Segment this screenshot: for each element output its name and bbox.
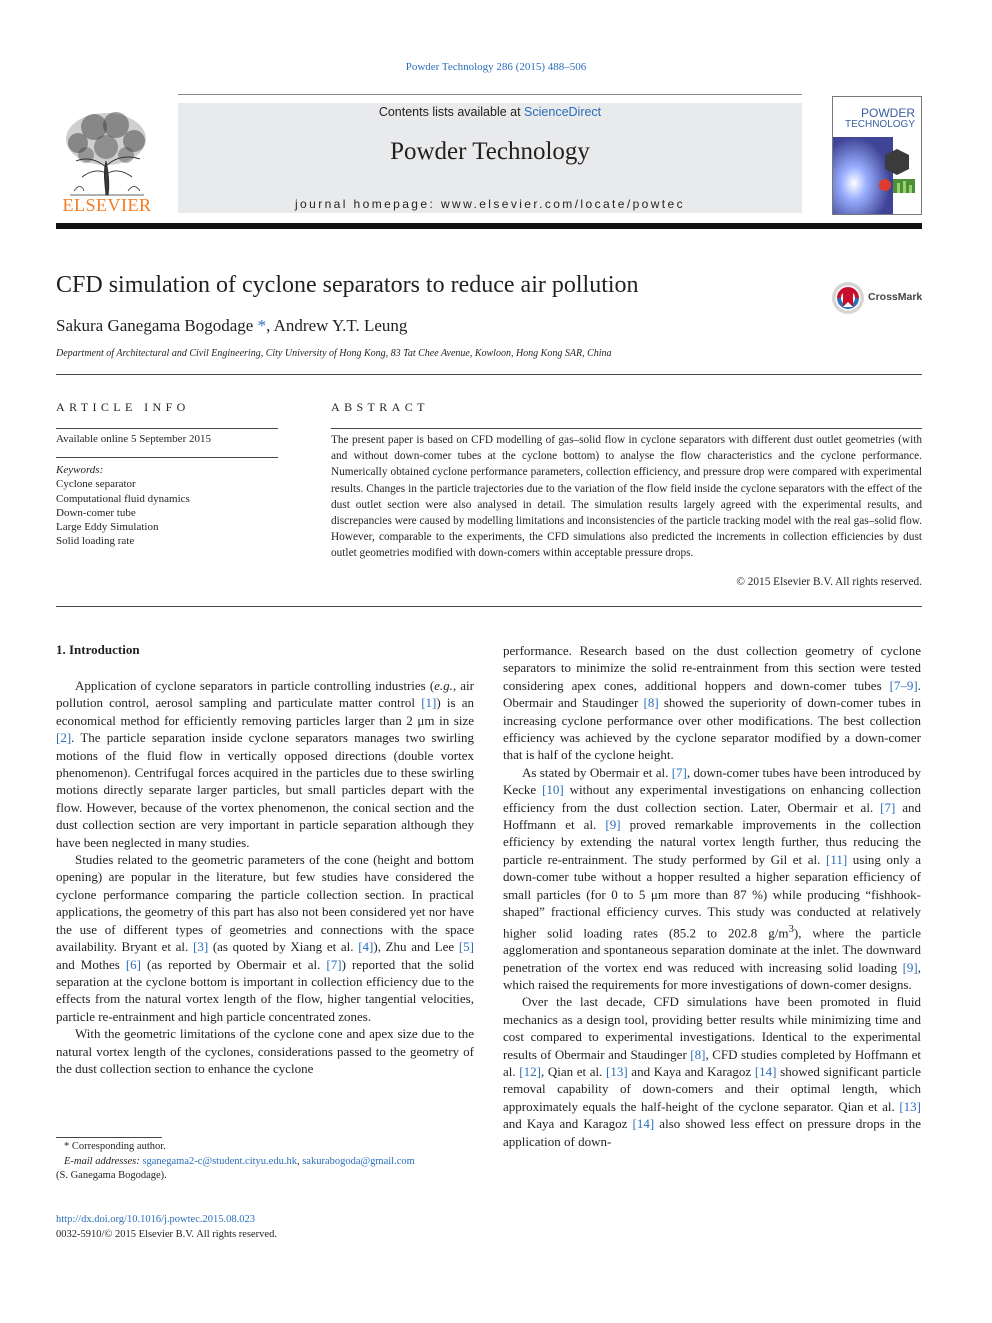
header-rule bbox=[178, 94, 802, 95]
header-divider bbox=[56, 223, 922, 229]
body-paragraph: As stated by Obermair et al. [7], down-comer tubes have been introduced by Kecke [10] without any experimental investigations on enhancing collection efficiency from the dust collection section. Later, Obermair et al. [7] and Hoffmann et al. [9] proved remarkable improvements in the collection efficiency by extending the natural vortex length further, thus reducing the particle re-entrainment. The study performed by Gil et al. [11] using only a down-comer tube without a hopper resulted a higher separation efficiency of small particles (for 0 to 5 μm more than 87 %) while producing “fishhook-shaped” fractional efficiency curves. This study was conducted at relatively higher solid loading rates (85.2 to 202.8 $g/m^3$), where the particle agglomeration and spontaneous separation dominate at the inlet. The downward penetration of the vortex end was reduced with increasing solid loading [9], which raised the requirements for more investigations of down-comer designs. bbox=[503, 764, 922, 993]
contents-line bbox=[178, 105, 802, 119]
citation-link[interactable]: [13] bbox=[606, 1064, 628, 1080]
footnote-rule bbox=[56, 1137, 162, 1138]
title-divider bbox=[56, 374, 922, 375]
section-heading: 1. Introduction bbox=[56, 642, 140, 657]
sciencedirect-link[interactable]: ScienceDirect bbox=[524, 105, 602, 119]
citation-link[interactable]: [7–9] bbox=[889, 677, 918, 693]
citation-link[interactable]: [1] bbox=[421, 695, 437, 711]
abstract-rule bbox=[331, 428, 922, 429]
keyword-item: Computational fluid dynamics bbox=[56, 492, 190, 505]
article-info-rule bbox=[56, 457, 278, 458]
body-paragraph: performance. Research based on the dust collection geometry of cyclone separators to minimize the solid re-entrainment from this section were tested considering apex cones, additional hoppers and down-comer tubes [7–9]. Obermair and Staudinger [8] showed the superiority of down-comer tubes in increasing cyclone performance over other modifications. The best collection efficiency was achieved by the cyclone separator modified by a down-comer that is half of the cyclone height. bbox=[503, 643, 921, 763]
citation-link[interactable]: [14] bbox=[632, 1116, 655, 1132]
body-paragraph: Over the last decade, CFD simulations have been promoted in fluid mechanics as a design tool, providing better results while minimizing time and cost compared to experimental investigations. Identical to the experimental results of Obermair and Staudinger [8], CFD studies completed by Hoffmann et al. [12], Qian et al. [13] and Kaya and Karagoz [14] showed significant particle removal capability of down-comers and their optimal length, which approximately equals the half-height of the cyclone separator. Qian et al. [13] and Kaya and Karagoz [14] also showed less effect on pressure drops in the application of down- bbox=[503, 994, 921, 1149]
body-paragraph: Studies related to the geometric parameters of the cone (height and bottom opening) are popular in the literature, but few studies have considered the cyclone performance comparing the particle collection section. In practical applications, the geometry of this part has also not been considered yet nor have the use of different types of geometries and connections with the space availability. Bryant et al. [3] (as quoted by Xiang et al. [4]), Zhu and Lee [5] and Mothes [6] (as reported by Obermair et al. [7]) reported that the solid separation at the cyclone bottom is important in collection efficiency due to the effects from the natural vortex length of the flow, higher tangential velocities, particle re-entrainment and high particle concentrated zones. bbox=[56, 852, 474, 1024]
citation-link[interactable]: [3] bbox=[192, 939, 209, 955]
citation-link[interactable]: [7] bbox=[880, 799, 896, 815]
citation-link[interactable]: [7] bbox=[326, 956, 342, 972]
citation-link[interactable]: [6] bbox=[125, 956, 141, 972]
elsevier-wordmark: ELSEVIER bbox=[62, 195, 152, 215]
body-paragraph: Application of cyclone separators in particle controlling industries (e.g., air pollution control, aerosol sampling and particulate matter control [1]) is an economical method for efficiently removing particles larger than 2 μm in size [2]. The particle separation inside cyclone separators manages two swirling motions of the fluid flow in vertically opposed directions (double vortex phenomenon). Centrifugal forces acquired in the particles due to these swirling motions directly separate larger particles, but small particles depart with the flow. However, because of the vortex phenomenon, the conical section and the dust collection section are very important in particle separation although they have been neglected in many studies. bbox=[56, 678, 474, 850]
abstract-divider bbox=[56, 606, 922, 607]
homepage-prefix: journal homepage: bbox=[294, 197, 441, 211]
homepage-url-link[interactable]: www.elsevier.com/locate/powtec bbox=[440, 197, 686, 211]
corresponding-author-mark[interactable]: * bbox=[257, 316, 267, 335]
author-separator: , bbox=[266, 316, 274, 335]
keywords-block bbox=[56, 463, 190, 549]
contents-prefix: Contents lists available at bbox=[378, 105, 525, 119]
email-note: E-mail addresses: sganegama2-c@student.cityu.edu.hk, sakurabogoda@gmail.com bbox=[64, 1155, 415, 1167]
abstract-text: The present paper is based on CFD modelling of gas–solid flow in cyclone separators with different dust outlet geometries (with and without down-comer tubes at the cyclone bottom) to analyse the flow characteristics and the cyclone performance. Numerically obtained cyclone performance parameters, collection efficiency, and pressure drop were compared with experimental results. Changes in the particle trajectories due to the variation of the flow field inside the cyclone separators with the effect of the dust outlet section were also analysed in detail. The simulation results largely agreed with the experimental results, and discrepancies were caused by modelling limitations and inconsistencies of the particle tracking model with the real gas–solid flow. However, comparable to the experiments, the CFD simulations also predicted the increments in collection efficiencies by dust outlet geometries modified with down-comers within acceptable pressure drops. bbox=[331, 434, 922, 560]
citation-link[interactable]: [4] bbox=[358, 939, 374, 955]
keywords-label: Keywords: bbox=[56, 464, 104, 476]
body-column-left bbox=[56, 677, 474, 1077]
article-title: CFD simulation of cyclone separators to reduce air pollution bbox=[56, 272, 639, 298]
citation-link[interactable]: [13] bbox=[899, 1098, 921, 1114]
keyword-item: Solid loading rate bbox=[56, 535, 135, 548]
email-link[interactable]: sganegama2-c@student.cityu.edu.hk bbox=[142, 1155, 297, 1167]
footnotes bbox=[56, 1140, 486, 1184]
cover-artwork-icon bbox=[833, 97, 921, 214]
affiliation: Department of Architectural and Civil Engineering, City University of Hong Kong, 83 Tat Chee Avenue, Kowloon, Hong Kong SAR, China bbox=[56, 348, 612, 359]
journal-cover-thumbnail[interactable] bbox=[832, 96, 922, 215]
citation-link[interactable]: [12] bbox=[519, 1064, 541, 1080]
journal-citation[interactable]: Powder Technology 286 (2015) 488–506 bbox=[405, 61, 587, 73]
email-link[interactable]: sakurabogoda@gmail.com bbox=[302, 1155, 415, 1167]
article-info-rule bbox=[56, 428, 278, 429]
elsevier-logo[interactable] bbox=[56, 103, 158, 215]
issn-copyright: 0032-5910/© 2015 Elsevier B.V. All rights reserved. bbox=[56, 1229, 277, 1240]
keyword-item: Cyclone separator bbox=[56, 478, 136, 491]
crossmark-icon bbox=[831, 281, 865, 315]
citation-link[interactable]: [2] bbox=[56, 730, 72, 746]
citation-link[interactable]: [10] bbox=[542, 782, 564, 798]
citation-link[interactable]: [8] bbox=[690, 1046, 706, 1062]
body-column-right bbox=[503, 642, 921, 1150]
cover-title-line-2: TECHNOLOGY bbox=[844, 119, 915, 130]
citation-link[interactable]: [9] bbox=[902, 959, 918, 975]
author-list bbox=[56, 316, 407, 336]
cover-title-line-1: POWDER bbox=[861, 106, 915, 120]
body-paragraph: With the geometric limitations of the cyclone cone and apex size due to the natural vortex length of the cyclones, considerations passed to the geometry of the dust collection section to enhance the cyclone bbox=[56, 1026, 474, 1076]
citation-link[interactable]: [9] bbox=[605, 817, 621, 833]
abstract-copyright: © 2015 Elsevier B.V. All rights reserved. bbox=[736, 576, 922, 588]
citation-link[interactable]: [14] bbox=[754, 1064, 777, 1080]
journal-title: Powder Technology bbox=[390, 138, 590, 165]
keyword-item: Down-comer tube bbox=[56, 506, 136, 519]
citation-link[interactable]: [8] bbox=[643, 695, 659, 711]
corresponding-author-note: * Corresponding author. bbox=[64, 1141, 166, 1152]
abstract-heading: ABSTRACT bbox=[331, 400, 429, 414]
footnote-mark: * bbox=[64, 1141, 70, 1152]
available-online-date: Available online 5 September 2015 bbox=[56, 433, 211, 445]
email-owner: (S. Ganegama Bogodage). bbox=[56, 1170, 167, 1181]
crossmark-badge[interactable] bbox=[831, 281, 926, 315]
doi-link[interactable]: http://dx.doi.org/10.1016/j.powtec.2015.08.023 bbox=[56, 1214, 256, 1225]
author-2[interactable]: Andrew Y.T. Leung bbox=[273, 316, 408, 335]
keyword-item: Large Eddy Simulation bbox=[56, 521, 159, 534]
citation-link[interactable]: [5] bbox=[458, 939, 474, 955]
article-info-heading: ARTICLE INFO bbox=[56, 400, 190, 414]
citation-link[interactable]: [7] bbox=[671, 764, 687, 780]
crossmark-label: CrossMark bbox=[868, 291, 923, 303]
journal-homepage bbox=[178, 197, 802, 211]
citation-link[interactable]: [11] bbox=[825, 851, 848, 867]
author-1[interactable]: Sakura Ganegama Bogodage bbox=[56, 316, 254, 335]
